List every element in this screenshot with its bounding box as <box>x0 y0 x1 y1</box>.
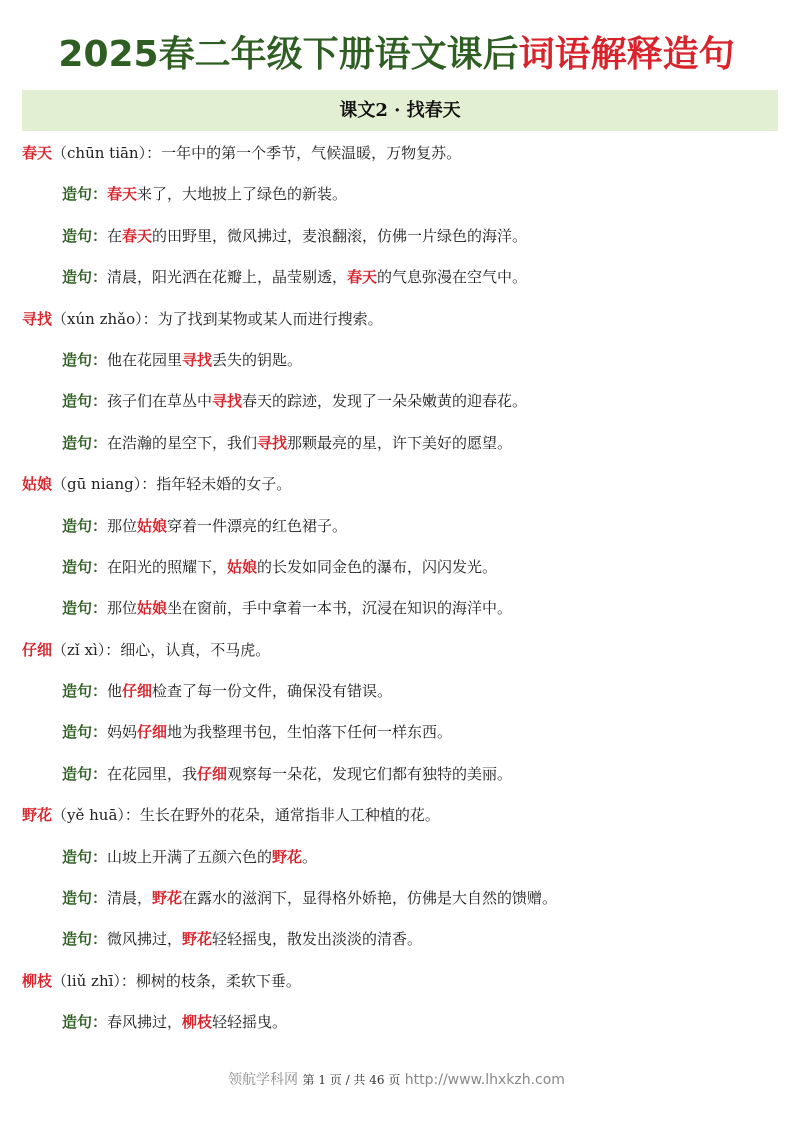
example-highlight-term: 野花 <box>182 930 213 949</box>
example-text-after: 检查了每一份文件，确保没有错误。 <box>152 682 393 701</box>
example-highlight-term: 野花 <box>272 847 303 866</box>
vocabulary-list <box>22 133 782 1044</box>
example-label: 造句： <box>62 226 108 245</box>
example-text-before: 春风拂过， <box>107 1013 183 1032</box>
example-text-before: 微风拂过， <box>107 930 183 949</box>
example-sentence-row <box>22 381 782 422</box>
example-highlight-term: 寻找 <box>182 350 213 369</box>
example-sentence-row <box>22 257 782 298</box>
example-label: 造句： <box>62 557 108 576</box>
title-part2: 词语解释造句 <box>518 34 735 75</box>
example-label: 造句： <box>62 930 108 949</box>
term-definition: ：生长在野外的花朵，通常指非人工种植的花。 <box>124 806 440 825</box>
example-text-after: 地为我整理书包，生怕落下任何一样东西。 <box>167 723 453 742</box>
footer-url: http://www.lhxkzh.com <box>404 1072 565 1088</box>
example-label: 造句： <box>62 350 108 369</box>
example-sentence-row <box>22 1002 782 1043</box>
example-text-before: 那位 <box>107 516 138 535</box>
term-definition-row <box>22 795 782 836</box>
term-pinyin: （zǐ xì） <box>52 640 106 659</box>
term-pinyin: （yě huā） <box>52 806 125 825</box>
example-label: 造句： <box>62 723 108 742</box>
example-sentence-row <box>22 919 782 960</box>
term-definition: ：一年中的第一个季节，气候温暖，万物复苏。 <box>146 144 462 162</box>
example-text-before: 在花园里，我 <box>107 764 198 783</box>
example-text-after: 观察每一朵花，发现它们都有独特的美丽。 <box>227 764 513 783</box>
term-pinyin: （liǔ zhī） <box>52 971 121 990</box>
example-highlight-term: 寻找 <box>257 433 288 452</box>
term-word: 仔细 <box>22 640 53 659</box>
example-label: 造句： <box>62 516 108 535</box>
example-text-after: 来了，大地披上了绿色的新装。 <box>137 185 348 204</box>
example-text-before: 在浩瀚的星空下，我们 <box>107 433 258 452</box>
term-word: 柳枝 <box>22 971 53 990</box>
example-text-before: 在阳光的照耀下， <box>107 557 228 576</box>
footer-watermark: 领航学科网 <box>228 1072 299 1088</box>
example-text-after: 的长发如同金色的瀑布，闪闪发光。 <box>257 557 498 576</box>
example-text-after: 那颗最亮的星，许下美好的愿望。 <box>287 433 513 452</box>
example-label: 造句： <box>62 185 108 204</box>
example-text-before: 清晨， <box>107 889 153 908</box>
example-text-before: 他在花园里 <box>107 350 183 369</box>
example-sentence-row <box>22 423 782 464</box>
example-sentence-row <box>22 754 782 795</box>
example-label: 造句： <box>62 1013 108 1032</box>
term-definition-row <box>22 133 782 174</box>
example-sentence-row <box>22 216 782 257</box>
term-definition-row <box>22 630 782 671</box>
example-label: 造句： <box>62 889 108 908</box>
term-word: 野花 <box>22 806 53 825</box>
term-pinyin: （chūn tiān） <box>52 144 147 162</box>
example-highlight-term: 姑娘 <box>137 516 168 535</box>
example-highlight-term: 柳枝 <box>182 1013 213 1032</box>
example-label: 造句： <box>62 433 108 452</box>
term-definition: ：指年轻未婚的女子。 <box>141 475 292 494</box>
example-label: 造句： <box>62 268 108 287</box>
example-sentence-row <box>22 174 782 215</box>
example-highlight-term: 春天 <box>347 268 378 287</box>
example-label: 造句： <box>62 682 108 701</box>
example-sentence-row <box>22 340 782 381</box>
example-text-before: 清晨，阳光洒在花瓣上，晶莹剔透， <box>107 268 348 287</box>
term-definition-row <box>22 464 782 505</box>
example-text-before: 山坡上开满了五颜六色的 <box>107 847 273 866</box>
term-definition-row <box>22 299 782 340</box>
example-text-after: 穿着一件漂亮的红色裙子。 <box>167 516 348 535</box>
term-definition: ：为了找到某物或某人而进行搜索。 <box>142 309 383 328</box>
term-definition: ：细心，认真，不马虎。 <box>105 640 271 659</box>
example-label: 造句： <box>62 392 108 411</box>
example-text-after: 轻轻摇曳。 <box>212 1013 288 1032</box>
example-highlight-term: 寻找 <box>212 392 243 411</box>
example-sentence-row <box>22 547 782 588</box>
example-text-before: 妈妈 <box>107 723 138 742</box>
example-text-after: 轻轻摇曳，散发出淡淡的清香。 <box>212 930 423 949</box>
page-footer <box>0 1069 793 1089</box>
example-text-after: 丢失的钥匙。 <box>212 350 303 369</box>
page-number: 第 1 页 / 共 46 页 <box>302 1073 401 1087</box>
term-word: 春天 <box>22 144 53 162</box>
term-word: 姑娘 <box>22 475 53 494</box>
term-definition-row <box>22 961 782 1002</box>
example-highlight-term: 姑娘 <box>137 599 168 618</box>
example-label: 造句： <box>62 599 108 618</box>
example-sentence-row <box>22 671 782 712</box>
example-sentence-row <box>22 878 782 919</box>
term-definition: ：柳树的枝条，柔软下垂。 <box>120 971 301 990</box>
example-text-after: 的田野里，微风拂过，麦浪翻滚，仿佛一片绿色的海洋。 <box>152 226 528 245</box>
example-sentence-row <box>22 712 782 753</box>
page-title <box>0 30 793 80</box>
example-highlight-term: 仔细 <box>197 764 228 783</box>
example-text-after: 春天的踪迹，发现了一朵朵嫩黄的迎春花。 <box>242 392 528 411</box>
example-sentence-row <box>22 588 782 629</box>
title-part1: 2025春二年级下册语文课后 <box>58 34 519 75</box>
example-sentence-row <box>22 837 782 878</box>
example-text-before: 孩子们在草丛中 <box>107 392 213 411</box>
example-highlight-term: 仔细 <box>137 723 168 742</box>
example-text-before: 在 <box>107 226 123 245</box>
term-word: 寻找 <box>22 309 53 328</box>
example-text-after: 。 <box>302 847 318 866</box>
example-highlight-term: 姑娘 <box>227 557 258 576</box>
example-highlight-term: 仔细 <box>122 682 153 701</box>
lesson-header: 课文2 · 找春天 <box>22 90 778 131</box>
term-pinyin: （gū niang） <box>52 475 142 494</box>
example-highlight-term: 春天 <box>122 226 153 245</box>
example-text-before: 他 <box>107 682 123 701</box>
example-text-after: 的气息弥漫在空气中。 <box>377 268 528 287</box>
example-text-after: 在露水的滋润下，显得格外娇艳，仿佛是大自然的馈赠。 <box>182 889 558 908</box>
example-text-after: 坐在窗前，手中拿着一本书，沉浸在知识的海洋中。 <box>167 599 513 618</box>
example-label: 造句： <box>62 764 108 783</box>
example-highlight-term: 野花 <box>152 889 183 908</box>
example-highlight-term: 春天 <box>107 185 138 204</box>
example-label: 造句： <box>62 847 108 866</box>
example-text-before: 那位 <box>107 599 138 618</box>
term-pinyin: （xún zhǎo） <box>52 309 143 328</box>
example-sentence-row <box>22 506 782 547</box>
